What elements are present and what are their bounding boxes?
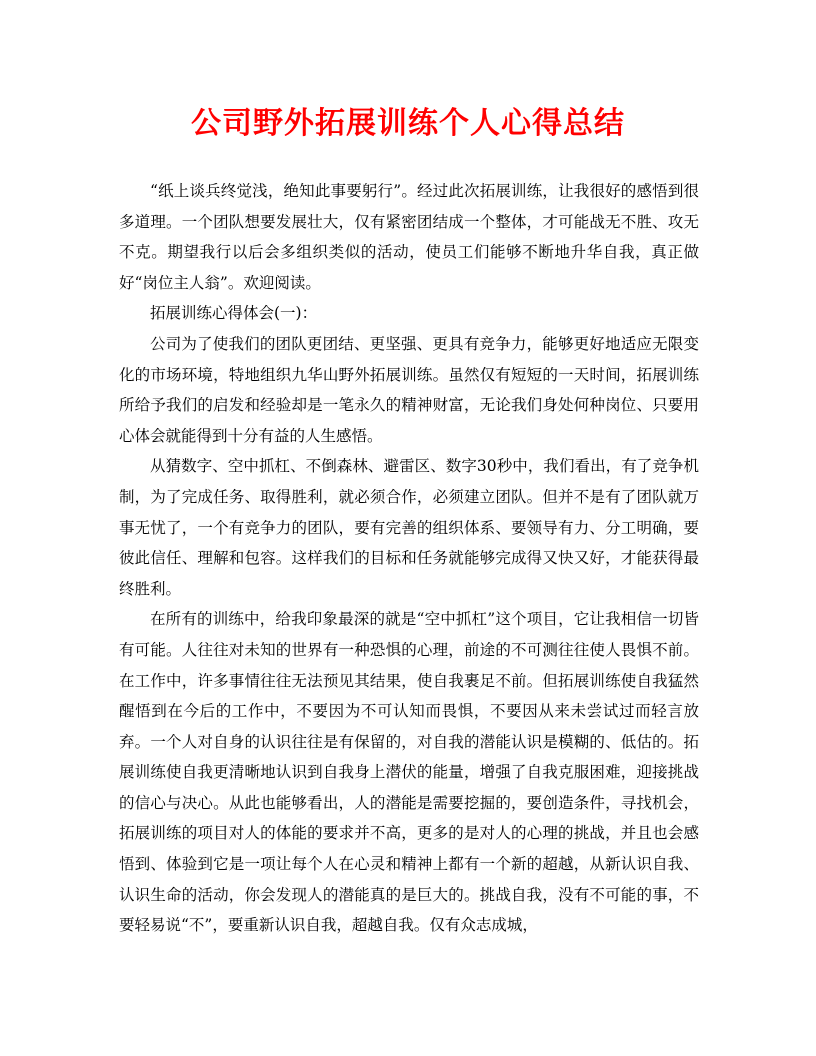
paragraph-company-purpose: 公司为了使我们的团队更团结、更坚强、更具有竞争力，能够更好地适应无限变化的市场环境，特地组织九华山野外拓展训练。虽然仅有短短的一天时间，拓展训练所给予我们的启发和经验却是一笔永久的精神财富，无论我们身处何种岗位、只要用心体会就能得到十分有益的人生感悟。 xyxy=(119,334,699,445)
paragraph-section-heading: 拓展训练心得体会(一)： xyxy=(150,304,318,323)
document-body xyxy=(119,176,699,941)
document-title: 公司野外拓展训练个人心得总结 xyxy=(191,106,625,141)
paragraph-impression: 在所有的训练中，给我印象最深的就是“空中抓杠”这个项目，它让我相信一切皆有可能。人往往对未知的世界有一种恐惧的心理，前途的不可测往往使人畏惧不前。在工作中，许多事情往往无法预见其结果，使自我裹足不前。但拓展训练使自我猛然醒悟到在今后的工作中，不要因为不可认知而畏惧，不要因从来未尝试过而轻言放弃。一个人对自身的认识往往是有保留的，对自我的潜能认识是模糊的、低估的。拓展训练使自我更清晰地认识到自我身上潜伏的能量，增强了自我克服困难，迎接挑战的信心与决心。从此也能够看出，人的潜能是需要挖掘的，要创造条件，寻找机会，拓展训练的项目对人的体能的要求并不高，更多的是对人的心理的挑战，并且也会感悟到、体验到它是一项让每个人在心灵和精神上都有一个新的超越，从新认识自我、认识生命的活动，你会发现人的潜能真的是巨大的。挑战自我，没有不可能的事，不要轻易说“不”，要重新认识自我，超越自我。仅有众志成城， xyxy=(119,610,699,935)
paragraph-teamwork: 从猜数字、空中抓杠、不倒森林、避雷区、数字30秒中，我们看出，有了竞争机制，为了完成任务、取得胜利，就必须合作，必须建立团队。但并不是有了团队就万事无忧了，一个有竞争力的团队，要有完善的组织体系、要领导有力、分工明确，要彼此信任、理解和包容。这样我们的目标和任务就能够完成得又快又好，才能获得最终胜利。 xyxy=(119,457,699,598)
paragraph-intro: “纸上谈兵终觉浅，绝知此事要躬行”。经过此次拓展训练，让我很好的感悟到很多道理。一个团队想要发展壮大，仅有紧密团结成一个整体，才可能战无不胜、攻无不克。期望我行以后会多组织类似的活动，使员工们能够不断地升华自我，真正做好“岗位主人翁”。欢迎阅读。 xyxy=(119,182,699,292)
